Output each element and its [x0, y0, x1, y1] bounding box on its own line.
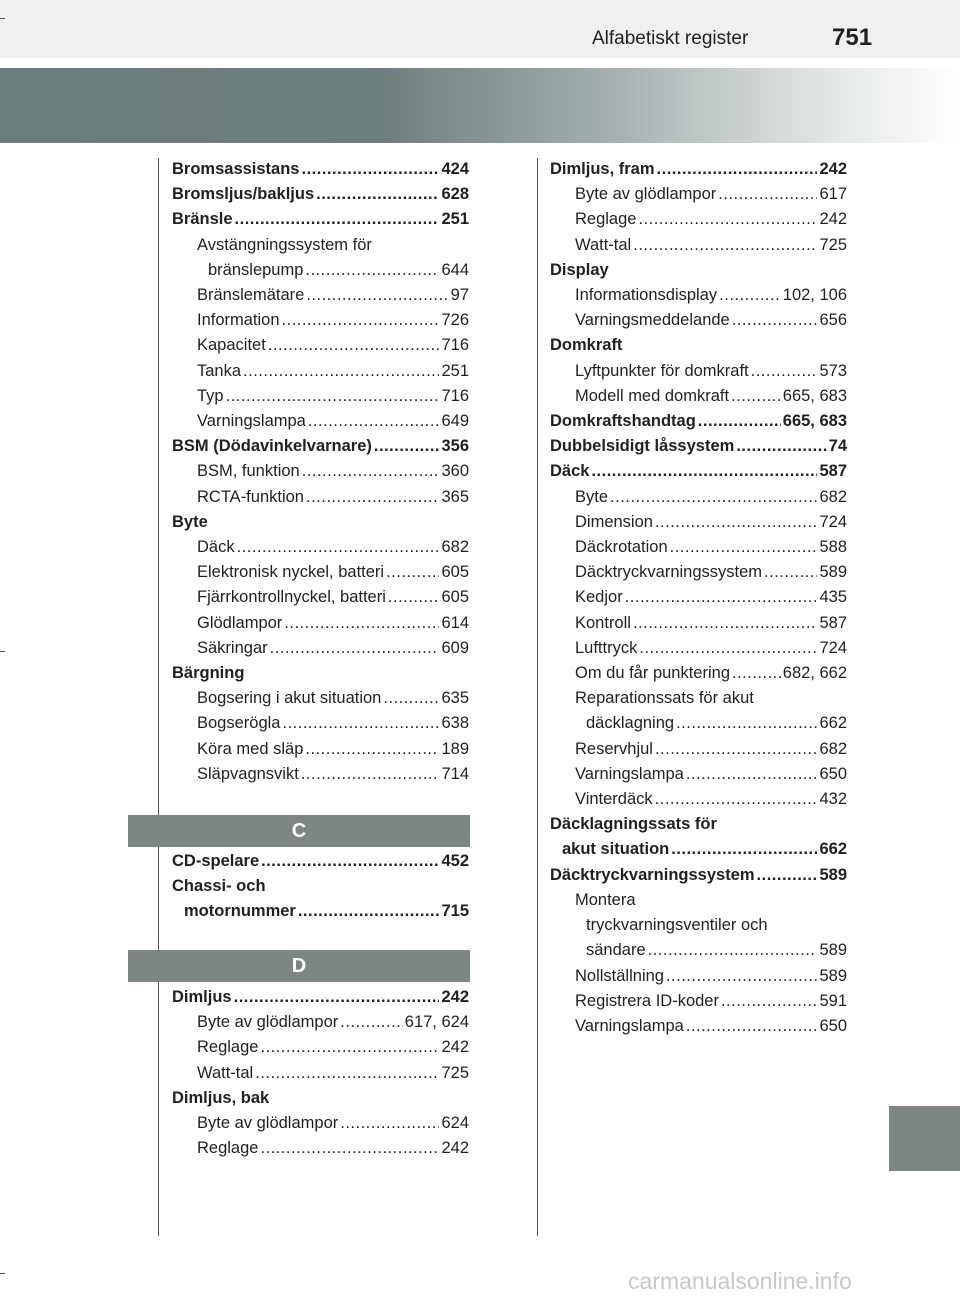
index-subentry [550, 510, 847, 535]
index-column-left-c [172, 849, 469, 925]
dot-leader [610, 485, 817, 510]
entry-label: Domkraftshandtag [550, 412, 696, 431]
entry-label: Registrera ID-koder [575, 991, 719, 1010]
entry-label: Däcktryckvarningssystem [575, 563, 763, 582]
dot-leader [374, 434, 440, 459]
page-reference: 452 [441, 852, 469, 870]
index-entry [550, 434, 847, 459]
entry-label: Kedjor [575, 588, 623, 607]
dot-leader [301, 762, 440, 787]
dot-leader [657, 157, 818, 182]
dot-leader [731, 384, 781, 409]
dot-leader [757, 863, 818, 888]
index-heading: Byte [172, 512, 208, 531]
page-reference: 650 [819, 764, 847, 783]
page-title: Alfabetiskt register [592, 28, 749, 49]
page-reference: 242 [819, 160, 847, 178]
index-heading: Dimljus, bak [172, 1088, 270, 1107]
dot-leader [306, 485, 439, 510]
index-subentry [550, 964, 847, 989]
index-subentry [550, 384, 847, 409]
page-reference: 617 [819, 185, 847, 204]
dot-leader [340, 1010, 403, 1035]
page-reference: 682 [819, 739, 847, 758]
dot-leader [306, 283, 448, 308]
index-subentry [550, 938, 847, 963]
entry-label: Dubbelsidigt låssystem [550, 437, 735, 456]
entry-label: Bränsle [172, 210, 233, 229]
page-reference: 102, 106 [782, 286, 847, 305]
page-reference: 638 [441, 714, 469, 733]
dot-leader [261, 849, 439, 874]
page-reference: 725 [819, 235, 847, 254]
dot-leader [234, 985, 440, 1010]
page-reference: 650 [819, 1016, 847, 1035]
index-subentry [550, 233, 847, 258]
entry-label: Reglage [197, 1139, 259, 1158]
index-subentry [172, 762, 469, 787]
index-subentry [172, 711, 469, 736]
entry-label: sändare [586, 941, 646, 960]
page-reference: 74 [828, 437, 847, 456]
dot-leader [686, 1014, 818, 1039]
index-subentry [172, 1061, 469, 1086]
entry-label: Lyftpunkter för domkraft [575, 361, 749, 380]
index-subentry [172, 1035, 469, 1060]
column-divider [158, 158, 159, 1236]
entry-label: Elektronisk nyckel, batteri [197, 563, 385, 582]
entry-label: Glödlampor [197, 613, 283, 632]
dot-leader [302, 459, 440, 484]
index-subentry [172, 258, 469, 283]
dot-leader [719, 283, 781, 308]
dot-leader [655, 510, 818, 535]
index-subentry [172, 384, 469, 409]
index-subentry [550, 711, 847, 736]
entry-label: Bogsering i akut situation [197, 689, 382, 708]
page-reference: 605 [441, 563, 469, 582]
page-reference: 242 [441, 1038, 469, 1057]
dot-leader [316, 182, 439, 207]
page-reference: 656 [819, 311, 847, 330]
dot-leader [718, 182, 817, 207]
index-column-right [550, 157, 847, 1039]
index-subentry [550, 762, 847, 787]
entry-label: Dimljus [172, 988, 232, 1006]
entry-label: Information [197, 311, 280, 330]
index-entry [550, 409, 847, 434]
entry-label: bränslepump [208, 260, 304, 279]
dot-leader [648, 938, 818, 963]
entry-label: Köra med släp [197, 739, 304, 758]
dot-leader [721, 989, 818, 1014]
crop-mark [0, 1273, 5, 1274]
page-reference: 424 [441, 160, 469, 178]
dot-leader [386, 560, 439, 585]
page-reference: 662 [819, 840, 847, 859]
page-reference: 435 [819, 588, 847, 607]
entry-label: CD-spelare [172, 852, 260, 870]
dot-leader [751, 359, 818, 384]
index-subentry [172, 1010, 469, 1035]
entry-label: RCTA-funktion [197, 487, 304, 506]
entry-label: Bränslemätare [197, 286, 305, 305]
section-thumb-tab [889, 1106, 960, 1171]
section-header-c: C [128, 815, 470, 847]
index-subentry-text: tryckvarningsventiler och [586, 916, 768, 935]
index-subentry [172, 1136, 469, 1161]
page-reference: 609 [441, 638, 469, 657]
page-reference: 617, 624 [404, 1013, 469, 1032]
index-subentry [550, 535, 847, 560]
dot-leader [255, 1061, 439, 1086]
page-reference: 644 [441, 260, 469, 279]
dot-leader [260, 1136, 439, 1161]
index-entry [550, 157, 847, 182]
index-entry [550, 863, 847, 888]
entry-label: Varningslampa [197, 412, 306, 431]
page-reference: 356 [441, 437, 469, 456]
dot-leader [243, 359, 439, 384]
entry-label: Byte [575, 487, 609, 506]
dot-leader [639, 636, 817, 661]
index-subentry [550, 1014, 847, 1039]
page-reference: 189 [441, 739, 469, 758]
page-reference: 605 [441, 588, 469, 607]
index-subentry [550, 207, 847, 232]
index-subentry [550, 182, 847, 207]
entry-label: Byte av glödlampor [197, 1013, 339, 1032]
index-subentry-text: Reparationssats för akut [575, 689, 754, 708]
dot-leader [388, 585, 440, 610]
entry-label: Nollställning [575, 966, 664, 985]
entry-label: Fjärrkontrollnyckel, batteri [197, 588, 386, 607]
entry-label: Däck [550, 462, 590, 481]
dot-leader [340, 1111, 439, 1136]
entry-label: Reservhjul [575, 739, 653, 758]
entry-label: däcklagning [586, 714, 675, 733]
entry-label: Tanka [197, 361, 242, 380]
header-banner [0, 68, 960, 143]
page-reference: 724 [819, 638, 847, 657]
dot-leader [625, 585, 818, 610]
page-reference: 716 [441, 386, 469, 405]
entry-label: Om du får punktering [575, 664, 730, 683]
index-entry [172, 985, 469, 1010]
index-entry [172, 157, 469, 182]
page-reference: 365 [441, 487, 469, 506]
page-reference: 589 [819, 865, 847, 884]
entry-label: Bogserögla [197, 714, 281, 733]
entry-label: Däck [197, 538, 235, 557]
dot-leader [237, 535, 440, 560]
entry-label: Watt-tal [197, 1063, 254, 1082]
dot-leader [633, 233, 817, 258]
index-column-left-b [172, 157, 469, 787]
index-subentry [172, 585, 469, 610]
page-reference: 716 [441, 336, 469, 355]
dot-leader [270, 636, 440, 661]
dot-leader [736, 434, 826, 459]
page-reference: 591 [819, 991, 847, 1010]
index-subentry [550, 585, 847, 610]
index-subentry [550, 787, 847, 812]
page-reference: 682 [819, 487, 847, 506]
page-reference: 589 [819, 941, 847, 960]
index-entry [550, 837, 847, 862]
index-subentry [172, 636, 469, 661]
entry-label: Kontroll [575, 613, 631, 632]
index-subentry [172, 1111, 469, 1136]
dot-leader [671, 837, 817, 862]
index-subentry [550, 661, 847, 686]
header-band [0, 0, 960, 58]
index-entry [172, 849, 469, 874]
dot-leader [282, 711, 439, 736]
entry-label: Byte av glödlampor [197, 1114, 339, 1133]
index-entry [172, 434, 469, 459]
index-subentry [172, 359, 469, 384]
entry-label: Modell med domkraft [575, 386, 730, 405]
index-subentry [172, 409, 469, 434]
index-subentry [550, 737, 847, 762]
index-heading: Domkraft [550, 336, 623, 355]
page-reference: 360 [441, 462, 469, 481]
entry-label: Bromsassistans [172, 160, 300, 178]
index-subentry [172, 611, 469, 636]
page-reference: 251 [441, 210, 469, 229]
index-subentry [172, 560, 469, 585]
page-reference: 589 [819, 966, 847, 985]
entry-label: akut situation [562, 840, 670, 859]
index-subentry [172, 485, 469, 510]
crop-mark [0, 18, 5, 19]
entry-label: Däckrotation [575, 538, 668, 557]
index-subentry [550, 308, 847, 333]
index-column-left-d [172, 985, 469, 1161]
index-subentry [172, 686, 469, 711]
page-reference: 614 [441, 613, 469, 632]
page-reference: 649 [441, 412, 469, 431]
index-entry [550, 459, 847, 484]
dot-leader [305, 737, 439, 762]
column-divider [537, 158, 538, 1236]
dot-leader [235, 207, 440, 232]
index-heading: Chassi- och [172, 877, 266, 896]
index-heading: Bärgning [172, 664, 245, 683]
dot-leader [383, 686, 439, 711]
page-reference: 97 [450, 286, 469, 305]
entry-label: Bromsljus/bakljus [172, 185, 315, 204]
page-reference: 715 [441, 902, 469, 921]
entry-label: Släpvagnsvikt [197, 764, 299, 783]
page-reference: 628 [441, 185, 469, 204]
dot-leader [268, 333, 440, 358]
dot-leader [666, 964, 818, 989]
entry-label: Däcktryckvarningssystem [550, 865, 755, 884]
dot-leader [298, 899, 440, 924]
page-reference: 251 [441, 361, 469, 380]
dot-leader [655, 737, 818, 762]
page-reference: 682, 662 [782, 664, 847, 683]
page-reference: 624 [441, 1114, 469, 1133]
index-subentry [550, 611, 847, 636]
entry-label: Kapacitet [197, 336, 266, 355]
page-reference: 242 [441, 988, 469, 1006]
entry-label: BSM (Dödavinkelvarnare) [172, 437, 372, 456]
page-reference: 665, 683 [782, 386, 847, 405]
entry-label: Säkringar [197, 638, 268, 657]
page-reference: 587 [819, 613, 847, 632]
entry-label: Typ [197, 386, 224, 405]
index-subentry [172, 459, 469, 484]
entry-label: Reglage [197, 1038, 259, 1057]
index-subentry [550, 359, 847, 384]
dot-leader [638, 207, 817, 232]
entry-label: Varningsmeddelande [575, 311, 730, 330]
dot-leader [308, 409, 440, 434]
entry-label: Vinterdäck [575, 790, 653, 809]
page-number: 751 [832, 24, 873, 51]
entry-label: Dimljus, fram [550, 160, 655, 178]
entry-label: Watt-tal [575, 235, 632, 254]
crop-mark [0, 651, 5, 652]
index-subentry [172, 535, 469, 560]
page-reference: 589 [819, 563, 847, 582]
page-reference: 588 [819, 538, 847, 557]
page-reference: 682 [441, 538, 469, 557]
dot-leader [226, 384, 440, 409]
page-reference: 573 [819, 361, 847, 380]
dot-leader [633, 611, 818, 636]
dot-leader [698, 409, 781, 434]
index-heading: Display [550, 260, 609, 279]
dot-leader [591, 459, 817, 484]
page-reference: 242 [441, 1139, 469, 1158]
index-heading: Däcklagningssats för [550, 815, 717, 834]
page-reference: 587 [819, 462, 847, 481]
index-subentry-text: Avstängningssystem för [197, 235, 372, 254]
entry-label: motornummer [184, 902, 296, 921]
section-header-d: D [128, 950, 470, 982]
dot-leader [686, 762, 818, 787]
dot-leader [732, 661, 781, 686]
index-subentry [172, 308, 469, 333]
index-subentry [550, 485, 847, 510]
index-subentry [172, 283, 469, 308]
dot-leader [260, 1035, 439, 1060]
dot-leader [732, 308, 818, 333]
page-reference: 665, 683 [782, 412, 847, 431]
page-reference: 725 [441, 1063, 469, 1082]
entry-label: Byte av glödlampor [575, 185, 717, 204]
dot-leader [284, 611, 439, 636]
page-reference: 662 [819, 714, 847, 733]
dot-leader [670, 535, 818, 560]
page-reference: 714 [441, 764, 469, 783]
entry-label: Varningslampa [575, 764, 684, 783]
dot-leader [305, 258, 439, 283]
page-reference: 432 [819, 790, 847, 809]
entry-label: Reglage [575, 210, 637, 229]
index-entry [172, 207, 469, 232]
index-entry [172, 182, 469, 207]
index-entry [172, 899, 469, 924]
index-subentry-text: Montera [575, 890, 636, 909]
entry-label: Dimension [575, 512, 653, 531]
dot-leader [676, 711, 817, 736]
dot-leader [301, 157, 439, 182]
entry-label: Lufttryck [575, 638, 638, 657]
dot-leader [282, 308, 440, 333]
index-subentry [550, 283, 847, 308]
dot-leader [655, 787, 818, 812]
index-subentry [550, 560, 847, 585]
index-subentry [550, 636, 847, 661]
entry-label: Informationsdisplay [575, 286, 718, 305]
page-reference: 635 [441, 689, 469, 708]
entry-label: BSM, funktion [197, 462, 300, 481]
watermark: carmanualsonline.info [628, 1268, 852, 1294]
page-reference: 724 [819, 512, 847, 531]
page-reference: 726 [441, 311, 469, 330]
index-subentry [172, 333, 469, 358]
entry-label: Varningslampa [575, 1016, 684, 1035]
index-subentry [172, 737, 469, 762]
index-subentry [550, 989, 847, 1014]
page-reference: 242 [819, 210, 847, 229]
dot-leader [764, 560, 817, 585]
